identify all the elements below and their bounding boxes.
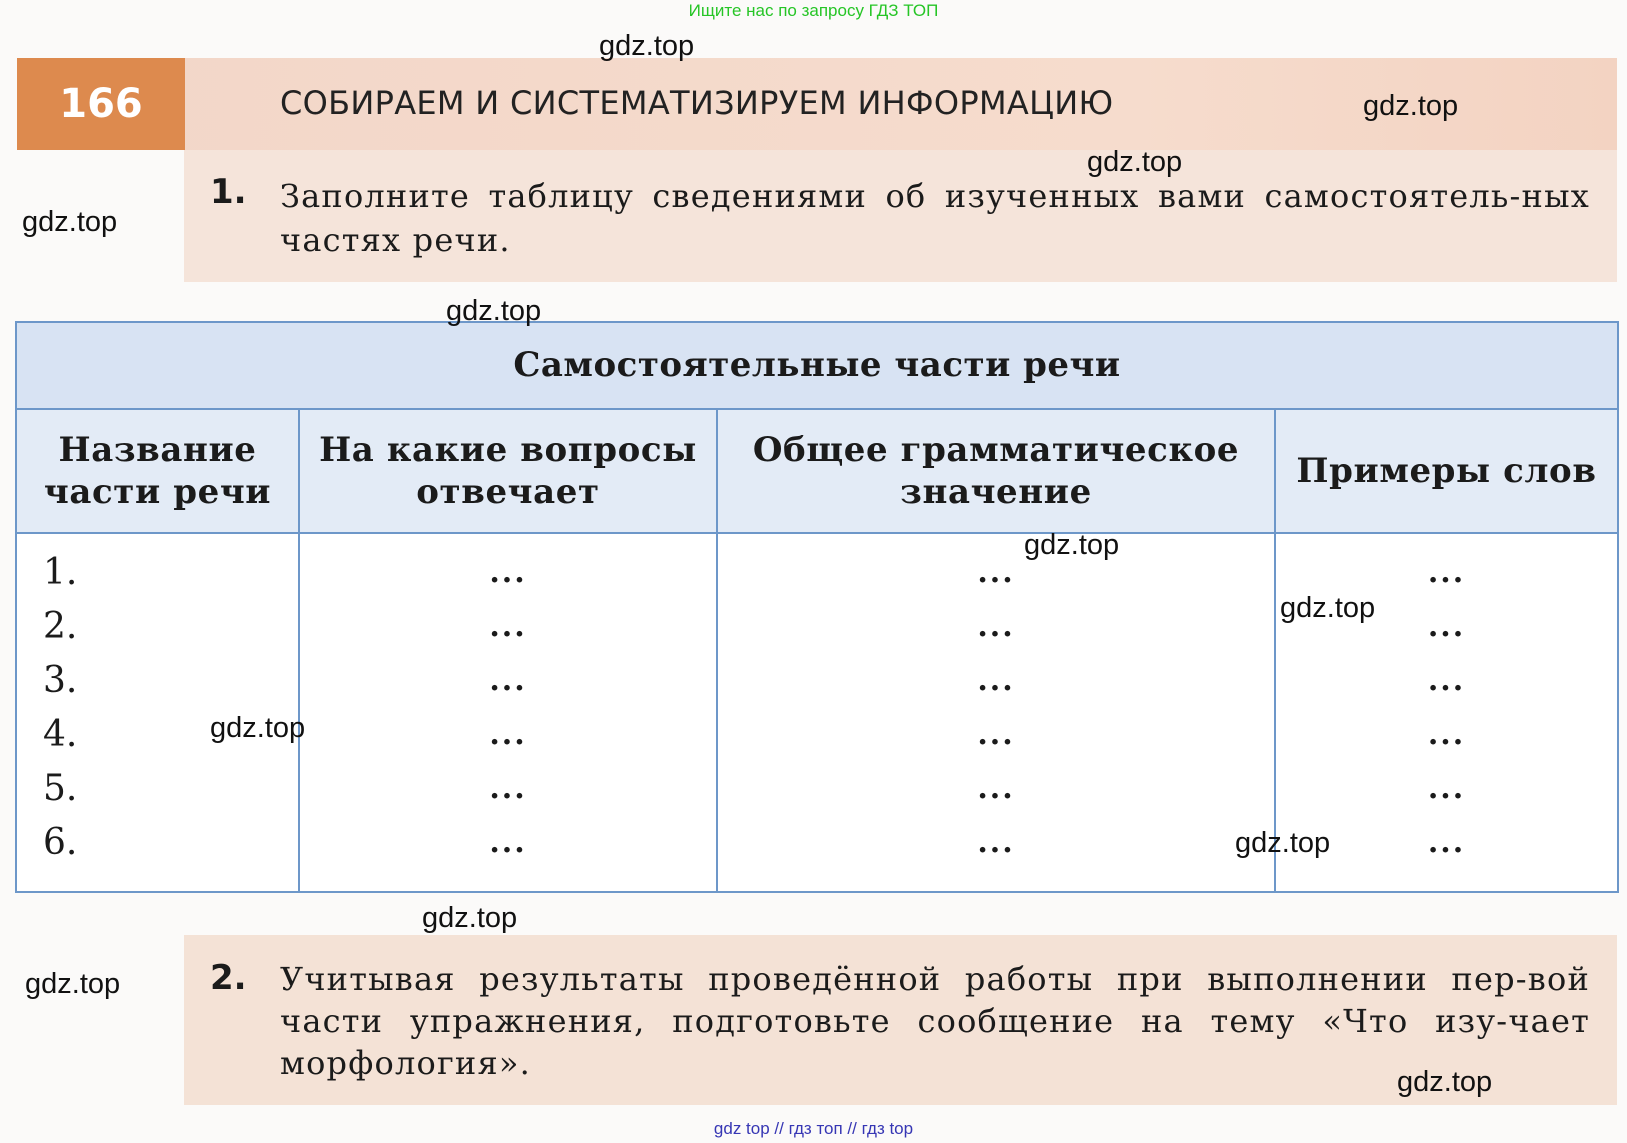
row-number: 3. <box>43 660 78 701</box>
blank-cell: ... <box>977 609 1015 644</box>
blank-cell: ... <box>1427 555 1466 590</box>
blank-cell: ... <box>489 717 527 752</box>
blank-cell: ... <box>977 663 1015 698</box>
top-banner: Ищите нас по запросу ГДЗ ТОП <box>688 1 939 20</box>
watermark: gdz.top <box>446 295 542 327</box>
watermark: gdz.top <box>599 30 695 62</box>
blank-cell: ... <box>489 825 527 860</box>
row-number: 2. <box>43 606 78 647</box>
watermark: gdz.top <box>210 712 306 744</box>
watermark: gdz.top <box>1024 529 1120 561</box>
blank-cell: ... <box>1427 663 1466 698</box>
watermark: gdz.top <box>1363 90 1459 122</box>
column-header-name: Название части речи <box>43 430 272 512</box>
parts-of-speech-table <box>15 321 1619 893</box>
row-number: 6. <box>43 822 78 863</box>
blank-cell: ... <box>1427 609 1466 644</box>
watermark: gdz.top <box>422 902 518 934</box>
row-number: 4. <box>43 714 78 755</box>
watermark: gdz.top <box>1087 146 1183 178</box>
exercise-title: СОБИРАЕМ И СИСТЕМАТИЗИРУЕМ ИНФОРМАЦИЮ <box>280 84 1114 122</box>
blank-cell: ... <box>489 771 527 806</box>
exercise-number: 166 <box>17 58 185 150</box>
watermark: gdz.top <box>1397 1066 1493 1098</box>
blank-cell: ... <box>977 825 1015 860</box>
row-number: 1. <box>43 552 78 593</box>
watermark: gdz.top <box>22 206 118 238</box>
questions-column <box>300 546 716 870</box>
column-header-questions: На какие вопросы отвечает <box>319 430 697 512</box>
blank-cell: ... <box>977 771 1015 806</box>
task-1-text: Заполните таблицу сведениями об изученных вами самостоятель-ных частях речи. <box>280 177 1590 259</box>
column-header-meaning: Общее грамматическое значение <box>752 430 1240 512</box>
task-2-text: Учитывая результаты проведённой работы при выполнении пер-вой части упражнения, подготовьте сообщение на тему «Что изу-чает морфология». <box>280 960 1590 1082</box>
table-title: Самостоятельные части речи <box>17 323 1617 410</box>
blank-cell: ... <box>489 663 527 698</box>
blank-cell: ... <box>977 555 1015 590</box>
table-header-row <box>17 410 1617 534</box>
task-1-number: 1. <box>210 172 247 212</box>
watermark: gdz.top <box>1235 827 1331 859</box>
watermark: gdz.top <box>25 968 121 1000</box>
row-numbers-column <box>17 546 298 870</box>
bottom-banner: gdz top // гдз топ // гдз top <box>713 1119 914 1138</box>
blank-cell: ... <box>1427 717 1466 752</box>
blank-cell: ... <box>977 717 1015 752</box>
row-number: 5. <box>43 768 78 809</box>
meaning-column <box>718 546 1274 870</box>
column-header-examples: Примеры слов <box>1296 451 1597 491</box>
blank-cell: ... <box>1427 825 1466 860</box>
task-2-number: 2. <box>210 958 247 998</box>
blank-cell: ... <box>489 609 527 644</box>
blank-cell: ... <box>1427 771 1466 806</box>
blank-cell: ... <box>489 555 527 590</box>
watermark: gdz.top <box>1280 592 1376 624</box>
